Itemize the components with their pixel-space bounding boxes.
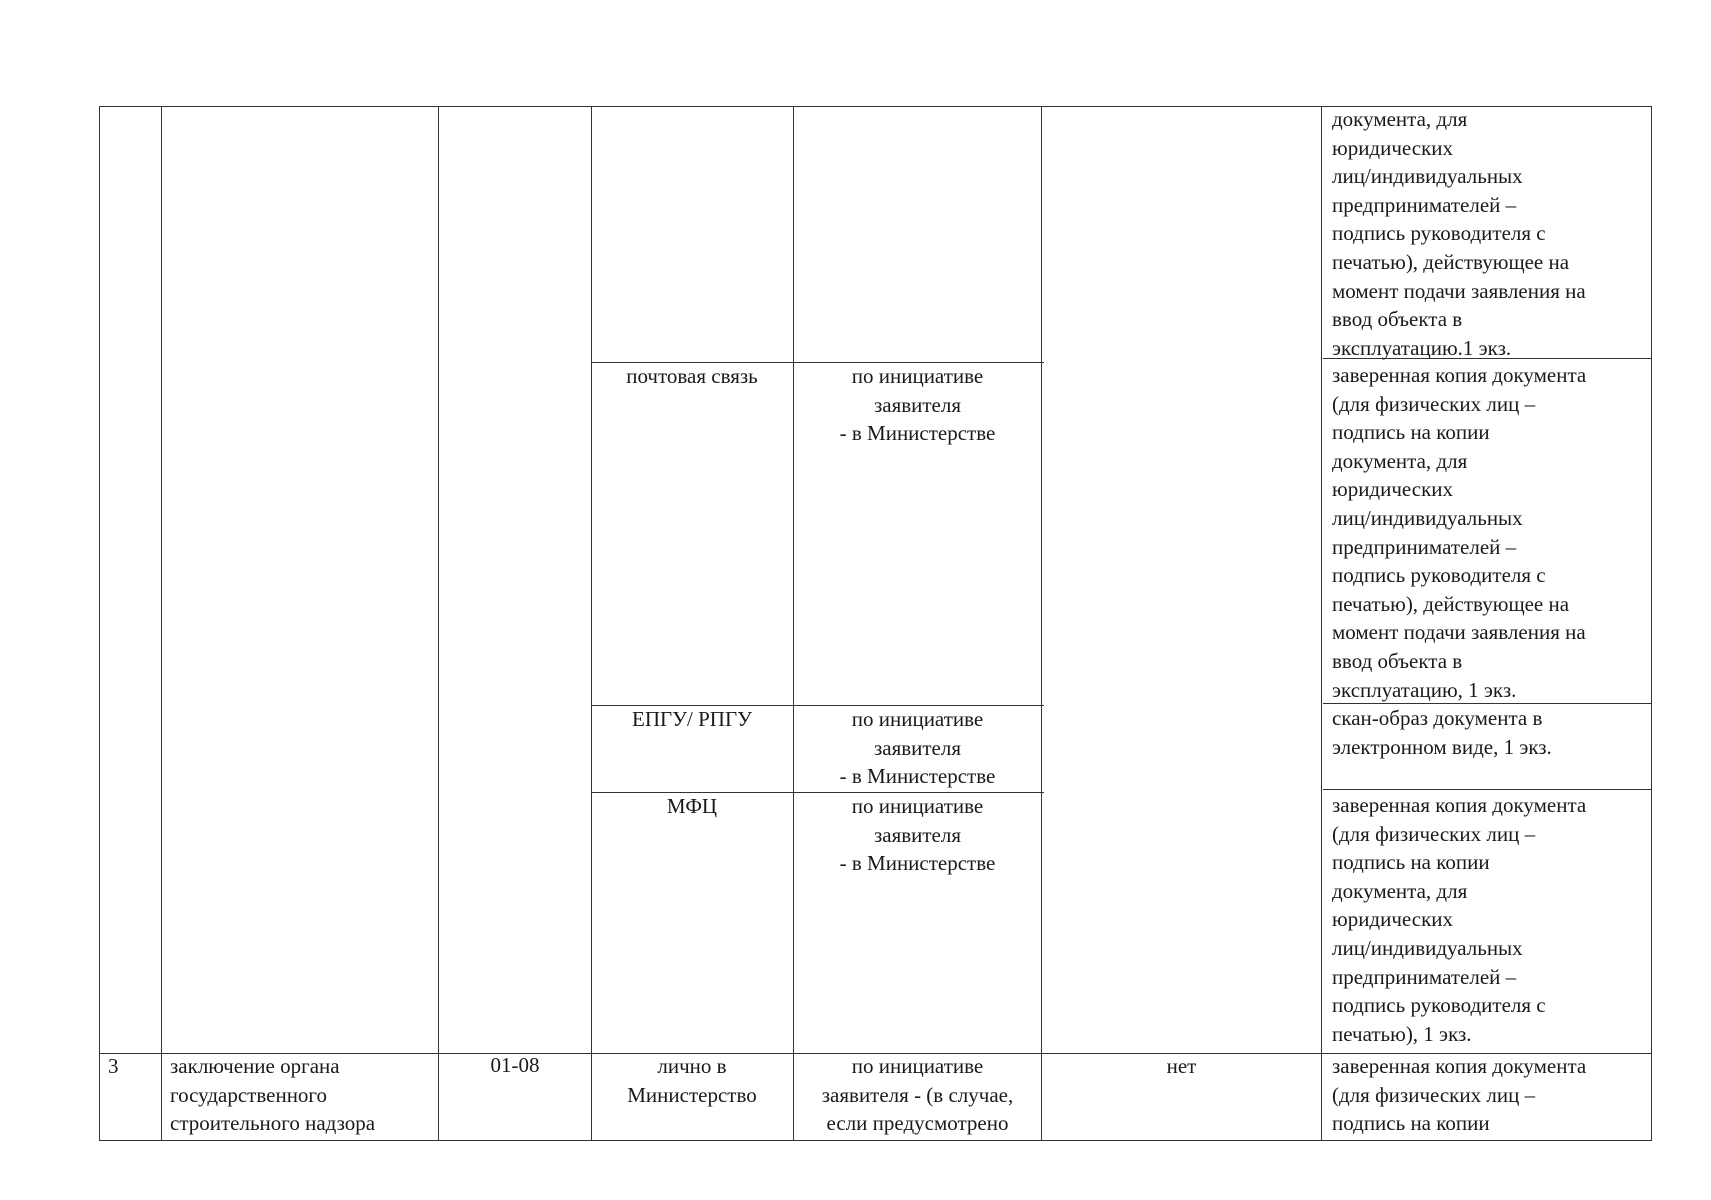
row2-item4-remark: заверенная копия документа (для физических лиц – подпись на копии документа, для юридических лиц/индивидуальных предпринимателей – подпись руководителя с печатью), 1 экз.	[1332, 793, 1587, 1046]
row2-item4-provision: по инициативе заявителя - в Министерстве	[839, 794, 996, 876]
row3-provision: по инициативе заявителя - (в случае, если предусмотрено	[821, 1054, 1014, 1136]
col-border-5	[1041, 106, 1042, 1141]
row2-item2-remark: заверенная копия документа (для физических лиц – подпись на копии документа, для юридических лиц/индивидуальных предпринимателей – подпись руководителя с печатью), действующее на момент подачи заявления на ввод объекта в эксплуатацию, 1 экз.	[1332, 363, 1587, 702]
row3-name: заключение органа государственного строительного надзора	[170, 1054, 376, 1136]
row3-code: 01-08	[490, 1053, 540, 1077]
col-border-4	[793, 106, 794, 1141]
row3-channel: лично в Министерство	[627, 1054, 757, 1107]
col-border-0	[99, 106, 100, 1141]
row2-item3-provision: по инициативе заявителя - в Министерстве	[839, 707, 996, 789]
col-border-6	[1321, 106, 1322, 1141]
row-divider-item4-remark	[1323, 789, 1652, 790]
row2-item3-channel: ЕПГУ/ РПГУ	[632, 707, 752, 731]
table-bottom-border	[99, 1140, 1652, 1141]
row3-remark: заверенная копия документа (для физических лиц – подпись на копии	[1332, 1054, 1587, 1136]
col-border-2	[438, 106, 439, 1141]
col-border-7	[1651, 106, 1652, 1141]
row3-flag: нет	[1166, 1054, 1197, 1078]
col-border-3	[591, 106, 592, 1141]
row3-number: 3	[108, 1054, 119, 1078]
col-border-1	[161, 106, 162, 1141]
row2-item2-channel: почтовая связь	[626, 364, 758, 388]
row2-item4-channel: МФЦ	[666, 794, 718, 818]
row2-item1-remark: документа, для юридических лиц/индивидуальных предпринимателей – подпись руководителя с печатью), действующее на момент подачи заявления на ввод объекта в эксплуатацию.1 экз.	[1332, 107, 1586, 360]
row2-item2-provision: по инициативе заявителя - в Министерстве	[839, 364, 996, 446]
row2-item3-remark: скан-образ документа в электронном виде, 1 экз.	[1332, 706, 1552, 759]
